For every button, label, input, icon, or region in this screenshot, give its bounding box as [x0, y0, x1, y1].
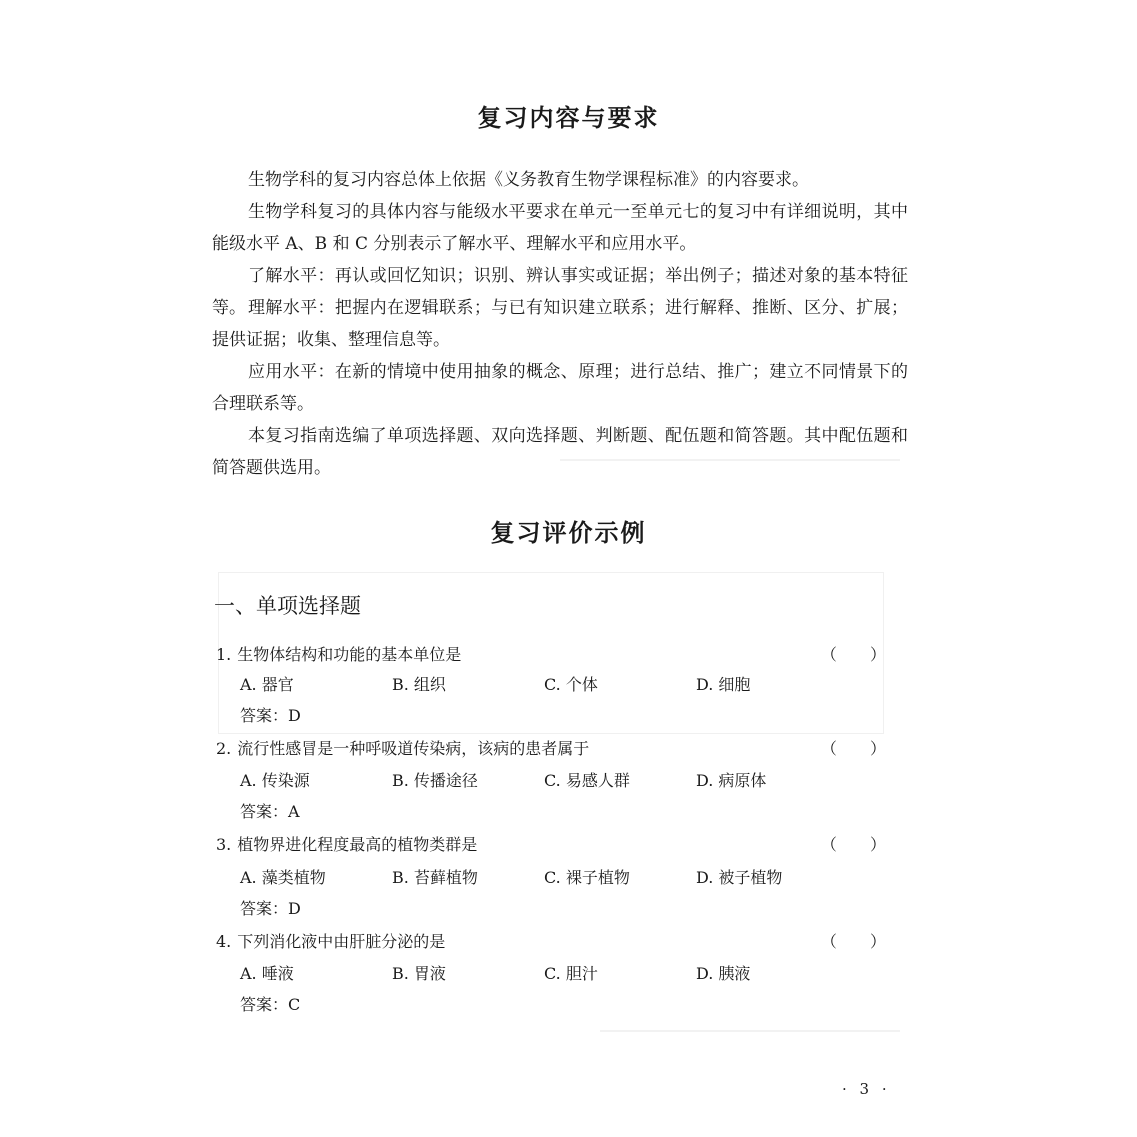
- option-a: A. 藻类植物: [240, 868, 326, 887]
- answer-blank: （ ）: [820, 739, 900, 758]
- question-number: 3.: [216, 835, 232, 854]
- option-b: B. 苔藓植物: [392, 868, 478, 887]
- answer: 答案：C: [240, 995, 301, 1014]
- question-3: [216, 834, 906, 856]
- intro-paragraph-1: 生物学科的复习内容总体上依据《义务教育生物学课程标准》的内容要求。: [248, 170, 809, 190]
- question-stem: 流行性感冒是一种呼吸道传染病，该病的患者属于: [237, 739, 590, 758]
- option-b: B. 组织: [392, 675, 446, 694]
- question-stem: 下列消化液中由肝脏分泌的是: [237, 932, 446, 951]
- question-type-title: 一、单项选择题: [214, 594, 361, 618]
- question-4: [216, 931, 906, 953]
- option-a: A. 传染源: [240, 771, 310, 790]
- page-title: 复习内容与要求: [477, 104, 660, 132]
- option-c: C. 个体: [544, 675, 598, 694]
- question-stem: 植物界进化程度最高的植物类群是: [237, 835, 478, 854]
- option-d: D. 细胞: [696, 675, 751, 694]
- option-a: A. 器官: [240, 675, 294, 694]
- intro-paragraph-2: 生物学科复习的具体内容与能级水平要求在单元一至单元七的复习中有详细说明，其中能级水平 A、B 和 C 分别表示了解水平、理解水平和应用水平。: [212, 202, 908, 254]
- intro-paragraph-3: 了解水平：再认或回忆知识；识别、辨认事实或证据；举出例子；描述对象的基本特征等。: [212, 266, 908, 318]
- answer-blank: （ ）: [820, 835, 900, 854]
- answer: 答案：D: [240, 706, 301, 725]
- answer-blank: （ ）: [820, 645, 900, 664]
- option-d: D. 被子植物: [696, 868, 783, 887]
- intro-paragraph-5: 应用水平：在新的情境中使用抽象的概念、原理；进行总结、推广；建立不同情景下的合理联系等。: [212, 362, 908, 414]
- question-number: 2.: [216, 739, 232, 758]
- option-b: B. 传播途径: [392, 771, 478, 790]
- question-2: [216, 738, 906, 760]
- intro-paragraph-6: 本复习指南选编了单项选择题、双向选择题、判断题、配伍题和简答题。其中配伍题和简答题供选用。: [212, 426, 908, 478]
- question-1: [216, 644, 906, 666]
- answer: 答案：A: [240, 802, 300, 821]
- answer: 答案：D: [240, 899, 301, 918]
- option-c: C. 胆汁: [544, 964, 598, 983]
- option-c: C. 易感人群: [544, 771, 630, 790]
- question-stem: 生物体结构和功能的基本单位是: [237, 645, 462, 664]
- question-number: 4.: [216, 932, 232, 951]
- page-number: · 3 ·: [842, 1080, 891, 1098]
- option-d: D. 胰液: [696, 964, 751, 983]
- section-heading: 复习评价示例: [490, 519, 647, 547]
- bleed-through-line: [600, 1030, 900, 1032]
- option-a: A. 唾液: [240, 964, 294, 983]
- option-d: D. 病原体: [696, 771, 767, 790]
- question-number: 1.: [216, 645, 232, 664]
- option-c: C. 裸子植物: [544, 868, 630, 887]
- answer-blank: （ ）: [820, 932, 900, 951]
- option-b: B. 胃液: [392, 964, 446, 983]
- intro-paragraph-4: 理解水平：把握内在逻辑联系；与已有知识建立联系；进行解释、推断、区分、扩展；提供证据；收集、整理信息等。: [212, 298, 908, 350]
